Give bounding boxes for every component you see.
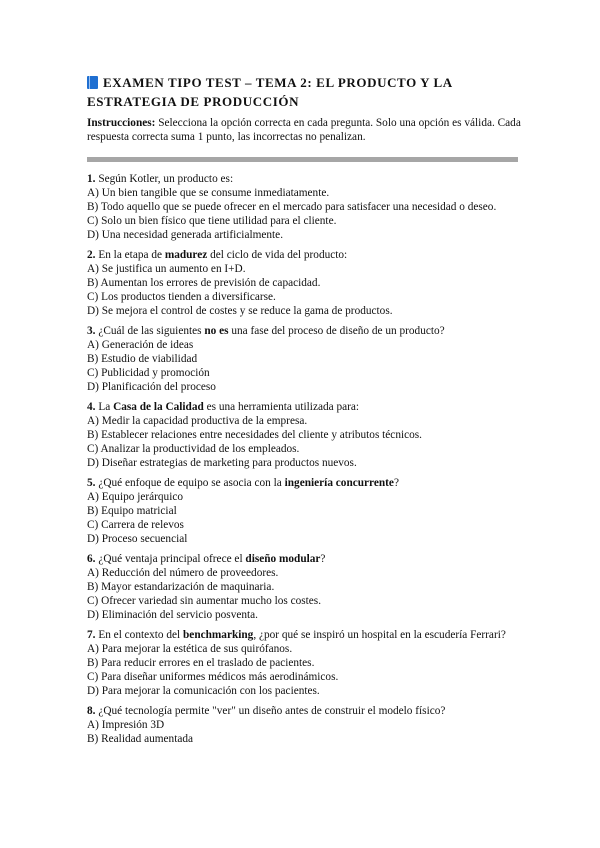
answer-option[interactable]: B) Estudio de viabilidad — [87, 353, 198, 365]
answer-option[interactable]: B) Aumentan los errores de previsión de capacidad. — [87, 277, 321, 289]
question-text: En el contexto del — [98, 629, 184, 641]
instructions — [87, 116, 521, 144]
question-keyword: no es — [204, 325, 229, 337]
answer-option[interactable]: A) Equipo jerárquico — [87, 491, 183, 503]
question-stem — [87, 628, 521, 642]
answer-option[interactable]: C) Para diseñar uniformes médicos más aerodinámicos. — [87, 671, 339, 683]
question-2 — [87, 248, 521, 318]
divider — [87, 157, 518, 162]
exam-title-text: EXAMEN TIPO TEST – TEMA 2: EL PRODUCTO Y LA ESTRATEGIA DE PRODUCCIÓN — [87, 75, 453, 109]
answer-option[interactable]: A) Generación de ideas — [87, 339, 194, 351]
answer-option[interactable]: B) Equipo matricial — [87, 505, 177, 517]
question-3 — [87, 324, 521, 394]
question-4 — [87, 400, 521, 470]
instructions-text: Selecciona la opción correcta en cada pregunta. Solo una opción es válida. Cada respuesta correcta suma 1 punto, las incorrectas no penalizan. — [87, 117, 521, 143]
question-stem — [87, 704, 521, 718]
answer-option[interactable]: A) Para mejorar la estética de sus quirófanos. — [87, 643, 293, 655]
question-number: 8. — [87, 705, 96, 717]
question-text: En la etapa de — [98, 249, 165, 261]
question-text: ¿Qué ventaja principal ofrece el — [98, 553, 246, 565]
question-number: 4. — [87, 401, 96, 413]
question-1 — [87, 172, 521, 242]
answer-option[interactable]: A) Reducción del número de proveedores. — [87, 567, 279, 579]
answer-option[interactable]: A) Impresión 3D — [87, 719, 165, 731]
question-6 — [87, 552, 521, 622]
question-number: 2. — [87, 249, 96, 261]
question-stem — [87, 172, 521, 186]
answer-option[interactable]: B) Para reducir errores en el traslado de pacientes. — [87, 657, 315, 669]
answer-option[interactable]: D) Eliminación del servicio posventa. — [87, 609, 258, 621]
question-text-end: es una herramienta utilizada para: — [203, 401, 360, 413]
answer-option[interactable]: B) Todo aquello que se puede ofrecer en el mercado para satisfacer una necesidad o deseo. — [87, 201, 497, 213]
question-stem — [87, 248, 521, 262]
answer-option[interactable]: D) Planificación del proceso — [87, 381, 216, 393]
answer-option[interactable]: B) Mayor estandarización de maquinaria. — [87, 581, 275, 593]
question-number: 1. — [87, 173, 96, 185]
book-icon — [87, 76, 98, 89]
question-list — [87, 172, 521, 746]
question-text: La — [98, 401, 114, 413]
question-number: 7. — [87, 629, 96, 641]
answer-option[interactable]: D) Se mejora el control de costes y se reduce la gama de productos. — [87, 305, 393, 317]
answer-option[interactable]: B) Realidad aumentada — [87, 733, 194, 745]
question-text-end: una fase del proceso de diseño de un producto? — [228, 325, 445, 337]
answer-option[interactable]: D) Proceso secuencial — [87, 533, 188, 545]
question-text-end: , ¿por qué se inspiró un hospital en la escudería Ferrari? — [253, 629, 506, 641]
question-text-end: del ciclo de vida del producto: — [207, 249, 348, 261]
question-text: Según Kotler, un producto es: — [98, 173, 234, 185]
answer-option[interactable]: C) Carrera de relevos — [87, 519, 184, 531]
question-stem — [87, 324, 521, 338]
answer-option[interactable]: B) Establecer relaciones entre necesidades del cliente y atributos técnicos. — [87, 429, 422, 441]
question-7 — [87, 628, 521, 698]
question-stem — [87, 476, 521, 490]
question-text: ¿Qué enfoque de equipo se asocia con la — [98, 477, 285, 489]
question-keyword: Casa de la Calidad — [113, 401, 204, 413]
question-stem — [87, 400, 521, 414]
question-number: 3. — [87, 325, 96, 337]
answer-option[interactable]: D) Una necesidad generada artificialmente. — [87, 229, 284, 241]
answer-option[interactable]: A) Se justifica un aumento en I+D. — [87, 263, 246, 275]
answer-option[interactable]: C) Ofrecer variedad sin aumentar mucho los costes. — [87, 595, 322, 607]
question-5 — [87, 476, 521, 546]
answer-option[interactable]: A) Un bien tangible que se consume inmediatamente. — [87, 187, 330, 199]
instructions-label: Instrucciones: — [87, 117, 156, 129]
answer-option[interactable]: D) Diseñar estrategias de marketing para productos nuevos. — [87, 457, 357, 469]
question-text-end: ? — [320, 553, 326, 565]
question-keyword: benchmarking — [183, 629, 254, 641]
question-keyword: madurez — [164, 249, 208, 261]
answer-option[interactable]: C) Publicidad y promoción — [87, 367, 210, 379]
question-number: 6. — [87, 553, 96, 565]
question-text-end: ? — [393, 477, 399, 489]
question-stem — [87, 552, 521, 566]
answer-option[interactable]: A) Medir la capacidad productiva de la empresa. — [87, 415, 308, 427]
question-text: ¿Cuál de las siguientes — [98, 325, 205, 337]
answer-option[interactable]: C) Analizar la productividad de los empleados. — [87, 443, 300, 455]
answer-option[interactable]: C) Solo un bien físico que tiene utilidad para el cliente. — [87, 215, 337, 227]
question-8 — [87, 704, 521, 746]
question-keyword: diseño modular — [245, 553, 321, 565]
question-number: 5. — [87, 477, 96, 489]
exam-title — [87, 73, 521, 111]
question-keyword: ingeniería concurrente — [284, 477, 394, 489]
question-text: ¿Qué tecnología permite "ver" un diseño antes de construir el modelo físico? — [98, 705, 446, 717]
answer-option[interactable]: D) Para mejorar la comunicación con los pacientes. — [87, 685, 320, 697]
exam-content — [87, 73, 521, 752]
answer-option[interactable]: C) Los productos tienden a diversificarse. — [87, 291, 276, 303]
